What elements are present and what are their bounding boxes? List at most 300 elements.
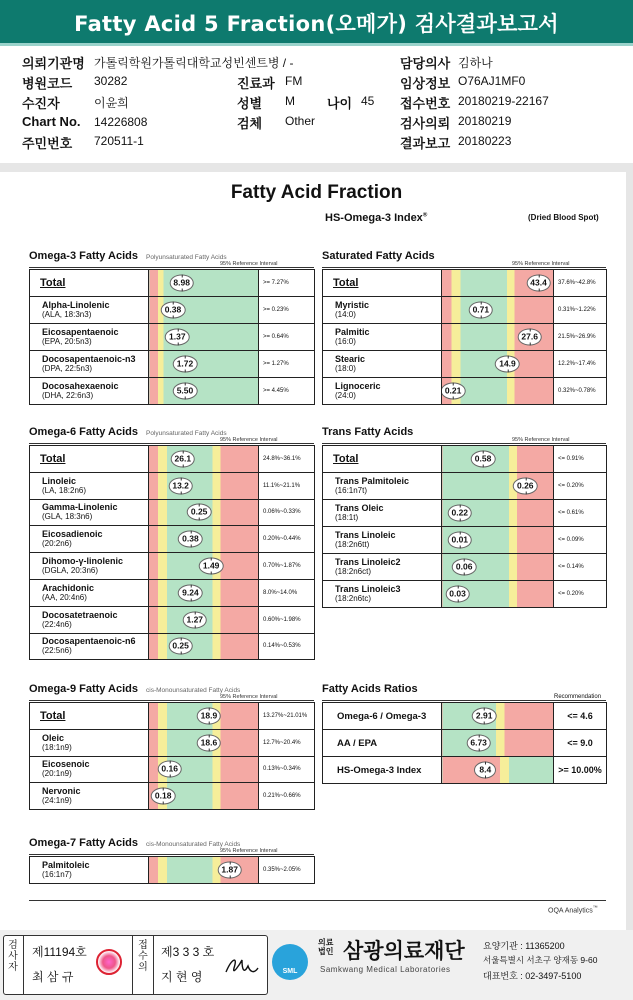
analyte-name: Total	[30, 446, 149, 473]
result-bar	[149, 783, 259, 810]
tick-mark	[458, 586, 459, 589]
reference-range: 0.70%~1.87%	[259, 553, 315, 580]
index-title: HS-Omega-3 Index®	[325, 212, 428, 224]
ref-interval-label: 95% Reference Interval	[512, 437, 570, 443]
tick-mark	[170, 775, 171, 778]
signature-icon	[224, 954, 260, 980]
section-title-ratios: Fatty Acids Ratios	[322, 683, 418, 695]
section-rule	[29, 854, 314, 855]
table-row	[323, 378, 607, 405]
report-title: Fatty Acid 5 Fraction(오메가) 검사결과보고서	[74, 12, 559, 36]
confirm-name: 지 현 영	[161, 970, 203, 984]
table-omega7	[29, 856, 315, 884]
result-value: 13.2	[168, 477, 193, 494]
result-bar	[149, 472, 259, 499]
divider	[153, 936, 154, 994]
tick-mark	[211, 572, 212, 575]
analyte-name: Docosapentaenoic-n3 (DPA, 22:5n3)	[30, 351, 149, 378]
address: 서울특별시 서초구 양재동 9-60	[483, 955, 598, 965]
tick-mark	[199, 504, 200, 507]
result-value: 8.98	[169, 275, 194, 292]
result-bar	[149, 553, 259, 580]
result-bar	[149, 526, 259, 553]
result-bar	[442, 446, 554, 473]
divider	[23, 936, 24, 994]
receipt-value: 20180219-22167	[458, 94, 549, 108]
result-bar	[149, 857, 259, 884]
analyte-name: Trans Oleic (18:1t)	[323, 500, 442, 527]
reference-range: 0.14%~0.53%	[259, 633, 315, 660]
sheet-edge	[626, 172, 633, 930]
analyte-name: Trans Linoleic (18:2n6tt)	[323, 527, 442, 554]
result-value: 1.87	[217, 862, 242, 879]
analyte-name: Dihomo-γ-linolenic (DGLA, 20:3n6)	[30, 553, 149, 580]
patient-info	[0, 49, 633, 163]
tick-mark	[182, 289, 183, 292]
table-row	[323, 527, 607, 554]
tick-mark	[464, 573, 465, 576]
divider	[132, 936, 133, 994]
tick-mark	[181, 477, 182, 480]
tick-mark	[464, 559, 465, 562]
tick-mark	[460, 505, 461, 508]
result-bar	[442, 297, 554, 324]
result-bar	[149, 579, 259, 606]
reference-range: 13.27%~21.01%	[259, 703, 315, 730]
tick-mark	[182, 275, 183, 278]
report-date-label: 결과보고	[400, 136, 451, 151]
total-row	[323, 270, 607, 297]
section-title-omega9: Omega-9 Fatty Acids cis-Monounsaturated Fatty Acids	[29, 683, 241, 695]
doctor-label: 담당의사	[400, 56, 451, 71]
result-value: 0.21	[442, 383, 466, 400]
section-title-omega6: Omega-6 Fatty Acids Polyunsaturated Fatty Acids	[29, 426, 227, 438]
ratio-value: 2.91	[472, 708, 497, 725]
report-header	[0, 0, 633, 46]
result-bar	[442, 473, 554, 500]
analyte-name: Gamma-Linolenic (GLA, 18:3n6)	[30, 499, 149, 526]
tick-mark	[209, 734, 210, 737]
table-row	[323, 351, 607, 378]
result-value: 14.9	[495, 356, 520, 373]
tick-mark	[181, 491, 182, 494]
table-row	[30, 857, 315, 884]
tick-mark	[163, 788, 164, 791]
table-row	[323, 581, 607, 608]
section-title-saturated: Saturated Fatty Acids	[322, 250, 435, 262]
institution-value: 가톨릭학원가톨릭대학교성빈센트병 / -	[94, 56, 294, 70]
table-ratios	[322, 702, 607, 784]
tick-mark	[539, 275, 540, 278]
analyte-name: Nervonic (24:1n9)	[30, 783, 149, 810]
specimen-note: (Dried Blood Spot)	[528, 213, 599, 222]
table-row	[30, 606, 315, 633]
result-bar	[149, 756, 259, 783]
sex-value: M	[285, 94, 295, 108]
tick-mark	[539, 289, 540, 292]
result-bar	[442, 554, 554, 581]
section-title-trans: Trans Fatty Acids	[322, 426, 414, 438]
total-row	[30, 270, 315, 297]
vendor-label: OQA Analytics™	[548, 905, 598, 915]
company-english: Samkwang Medical Laboratories	[320, 965, 451, 974]
result-bar	[442, 324, 554, 351]
analyte-name: Total	[323, 270, 442, 297]
tick-mark	[485, 762, 486, 765]
table-row	[30, 756, 315, 783]
result-bar	[442, 581, 554, 608]
analyte-name: Docosapentaenoic-n6 (22:5n6)	[30, 633, 149, 660]
table-trans	[322, 445, 607, 608]
inspector-vertical-label: 검 사 자	[8, 940, 18, 973]
recommendation-label: Recommendation	[554, 694, 602, 700]
analyte-name: Lignoceric (24:0)	[323, 378, 442, 405]
ratio-bar	[442, 757, 554, 784]
result-value: 0.16	[157, 761, 182, 778]
chart-value: 14226808	[94, 115, 148, 129]
agency-code: 요양기관 : 11365200	[483, 941, 565, 951]
result-bar	[442, 351, 554, 378]
result-value: 1.49	[199, 558, 224, 575]
specimen-value: Other	[285, 114, 316, 128]
confirm-vertical-label: 접 수 의	[138, 940, 148, 973]
table-row	[30, 526, 315, 553]
fatty-acid-title: Fatty Acid Fraction	[230, 182, 403, 203]
sml-logo-icon: SML	[272, 944, 308, 980]
result-value: 1.72	[173, 356, 198, 373]
table-row	[30, 553, 315, 580]
result-value: 0.01	[447, 532, 472, 549]
tick-mark	[185, 370, 186, 373]
tick-mark	[530, 329, 531, 332]
clinical-value: O76AJ1MF0	[458, 74, 526, 88]
analyte-name: Trans Linoleic2 (18:2n6ct)	[323, 554, 442, 581]
table-row	[30, 499, 315, 526]
table-row	[30, 783, 315, 810]
analyte-name: Total	[30, 703, 149, 730]
reference-range: 0.31%~1.22%	[554, 297, 607, 324]
tick-mark	[209, 707, 210, 710]
patient-label: 수진자	[22, 96, 60, 111]
tick-mark	[484, 722, 485, 725]
reference-range: 12.2%~17.4%	[554, 351, 607, 378]
ratio-row	[323, 757, 607, 784]
reference-range: 21.5%~26.9%	[554, 324, 607, 351]
reference-range: 0.32%~0.78%	[554, 378, 607, 405]
analyte-name: Total	[323, 446, 442, 473]
institution-label: 의뢰기관명	[22, 56, 85, 71]
tick-mark	[173, 302, 174, 305]
result-bar	[442, 500, 554, 527]
total-row	[30, 703, 315, 730]
reference-range: 8.0%~14.0%	[259, 579, 315, 606]
result-sheet	[0, 172, 633, 930]
reference-range: 11.1%~21.1%	[259, 472, 315, 499]
reference-range: 12.7%~20.4%	[259, 729, 315, 756]
receipt-label: 접수번호	[400, 96, 451, 111]
analyte-name: Docosahexaenoic (DHA, 22:6n3)	[30, 378, 149, 405]
result-bar	[149, 703, 259, 730]
tick-mark	[185, 356, 186, 359]
table-row	[30, 324, 315, 351]
table-row	[323, 324, 607, 351]
table-saturated	[322, 269, 607, 405]
reference-range: 0.60%~1.98%	[259, 606, 315, 633]
tick-mark	[479, 749, 480, 752]
hospital-code-label: 병원코드	[22, 76, 73, 91]
ratio-name: Omega-6 / Omega-3	[323, 703, 442, 730]
table-row	[323, 473, 607, 500]
table-row	[30, 378, 315, 405]
specimen-label: 검체	[237, 116, 263, 131]
result-value: 9.24	[178, 584, 203, 601]
result-value: 26.1	[171, 450, 196, 467]
reference-range: <= 0.61%	[554, 500, 607, 527]
tick-mark	[195, 611, 196, 614]
tick-mark	[525, 478, 526, 481]
ratio-value: 8.4	[474, 762, 496, 779]
tick-mark	[183, 464, 184, 467]
section-rule	[29, 700, 314, 701]
reference-range: <= 0.20%	[554, 473, 607, 500]
table-row	[30, 472, 315, 499]
table-row	[323, 500, 607, 527]
analyte-name: Total	[30, 270, 149, 297]
signature-box	[3, 935, 268, 995]
age-value: 45	[361, 94, 375, 108]
ratio-value: 6.73	[466, 735, 491, 752]
reference-range: <= 0.09%	[554, 527, 607, 554]
ratio-bar	[442, 703, 554, 730]
tick-mark	[481, 302, 482, 305]
tick-mark	[183, 450, 184, 453]
analyte-name: Eicosadienoic (20:2n6)	[30, 526, 149, 553]
request-label: 검사의뢰	[400, 116, 451, 131]
tick-mark	[460, 546, 461, 549]
tick-mark	[181, 652, 182, 655]
tick-mark	[507, 356, 508, 359]
table-row	[30, 351, 315, 378]
tick-mark	[458, 600, 459, 603]
reference-range: 37.6%~42.8%	[554, 270, 607, 297]
analyte-name: Docosatetraenoic (22:4n6)	[30, 606, 149, 633]
result-value: 18.9	[197, 707, 222, 724]
tick-mark	[525, 492, 526, 495]
tick-mark	[460, 519, 461, 522]
table-row	[30, 579, 315, 606]
resident-value: 720511-1	[94, 134, 144, 148]
chart-label: Chart No.	[22, 114, 81, 129]
ref-interval-label: 95% Reference Interval	[512, 261, 570, 267]
request-value: 20180219	[458, 114, 512, 128]
result-value: 0.25	[168, 638, 193, 655]
table-row	[30, 729, 315, 756]
section-rule	[322, 267, 606, 268]
result-value: 18.6	[197, 734, 222, 751]
tick-mark	[530, 343, 531, 346]
result-bar	[149, 446, 259, 473]
ref-interval-label: 95% Reference Interval	[220, 848, 278, 854]
table-row	[323, 297, 607, 324]
section-rule	[29, 443, 314, 444]
reference-range: <= 0.91%	[554, 446, 607, 473]
result-bar	[149, 351, 259, 378]
result-value: 0.71	[469, 302, 494, 319]
section-title-omega3: Omega-3 Fatty Acids Polyunsaturated Fatty Acids	[29, 250, 227, 262]
result-value: 0.26	[513, 478, 538, 495]
tick-mark	[170, 761, 171, 764]
ratio-recommendation: >= 10.00%	[554, 757, 607, 784]
reference-range: >= 1.27%	[259, 351, 315, 378]
analyte-name: Linoleic (LA, 18:2n6)	[30, 472, 149, 499]
tick-mark	[195, 625, 196, 628]
result-value: 0.03	[445, 586, 470, 603]
section-title-omega7: Omega-7 Fatty Acids cis-Monounsaturated Fatty Acids	[29, 837, 241, 849]
tick-mark	[185, 383, 186, 386]
tick-mark	[190, 584, 191, 587]
tick-mark	[163, 802, 164, 805]
ratio-name: HS-Omega-3 Index	[323, 757, 442, 784]
analyte-name: Trans Palmitoleic (16:1n7t)	[323, 473, 442, 500]
analyte-name: Trans Linoleic3 (18:2n6tc)	[323, 581, 442, 608]
resident-label: 주민번호	[22, 136, 73, 151]
reference-range: 24.8%~36.1%	[259, 446, 315, 473]
ratio-row	[323, 703, 607, 730]
ratio-recommendation: <= 9.0	[554, 730, 607, 757]
reference-range: 0.35%~2.05%	[259, 857, 315, 884]
corp-label: 의료 법인	[318, 938, 334, 956]
tick-mark	[211, 558, 212, 561]
analyte-name: Oleic (18:1n9)	[30, 729, 149, 756]
result-value: 1.27	[182, 611, 207, 628]
tick-mark	[484, 708, 485, 711]
tick-mark	[173, 316, 174, 319]
inspector-seal-icon	[96, 949, 122, 975]
reference-range: 0.20%~0.44%	[259, 526, 315, 553]
analyte-name: Myristic (14:0)	[323, 297, 442, 324]
tick-mark	[479, 735, 480, 738]
tick-mark	[460, 532, 461, 535]
analyte-name: Alpha-Linolenic (ALA, 18:3n3)	[30, 297, 149, 324]
result-bar	[149, 499, 259, 526]
section-rule	[322, 700, 606, 701]
analyte-name: Eicosapentaenoic (EPA, 20:5n3)	[30, 324, 149, 351]
tick-mark	[481, 316, 482, 319]
table-omega6	[29, 445, 315, 660]
reference-range: >= 0.64%	[259, 324, 315, 351]
result-value: 0.58	[471, 451, 496, 468]
result-value: 0.18	[151, 788, 176, 805]
table-omega9	[29, 702, 315, 810]
patient-value: 이윤희	[94, 96, 129, 110]
result-value: 1.37	[165, 329, 190, 346]
reference-range: >= 4.45%	[259, 378, 315, 405]
table-row	[30, 633, 315, 660]
result-value: 43.4	[526, 275, 551, 292]
table-row	[30, 297, 315, 324]
tick-mark	[453, 383, 454, 386]
result-bar	[442, 527, 554, 554]
tick-mark	[483, 451, 484, 454]
analyte-name: Eicosenoic (20:1n9)	[30, 756, 149, 783]
tick-mark	[199, 518, 200, 521]
section-rule	[322, 443, 606, 444]
tick-mark	[190, 598, 191, 601]
result-bar	[149, 729, 259, 756]
table-omega3	[29, 269, 315, 405]
tick-mark	[230, 876, 231, 879]
result-bar	[149, 324, 259, 351]
total-row	[323, 446, 607, 473]
result-value: 5.50	[173, 383, 198, 400]
result-bar	[149, 633, 259, 660]
result-value: 0.38	[178, 531, 203, 548]
bottom-rule	[29, 900, 606, 901]
dept-label: 진료과	[237, 76, 275, 91]
tick-mark	[209, 721, 210, 724]
separator-band	[0, 163, 633, 172]
reference-range: <= 0.20%	[554, 581, 607, 608]
reference-range: 0.13%~0.34%	[259, 756, 315, 783]
tick-mark	[177, 329, 178, 332]
ratio-bar	[442, 730, 554, 757]
hospital-code-value: 30282	[94, 74, 128, 88]
result-value: 0.38	[161, 302, 186, 319]
result-bar	[442, 270, 554, 297]
dept-value: FM	[285, 74, 303, 88]
ref-interval-label: 95% Reference Interval	[220, 694, 278, 700]
reference-range: <= 0.14%	[554, 554, 607, 581]
tick-mark	[483, 465, 484, 468]
reference-range: >= 7.27%	[259, 270, 315, 297]
report-date-value: 20180223	[458, 134, 512, 148]
analyte-name: Stearic (18:0)	[323, 351, 442, 378]
reference-range: >= 0.23%	[259, 297, 315, 324]
ratio-row	[323, 730, 607, 757]
confirm-number: 제3 3 3 호	[161, 945, 215, 959]
result-bar	[442, 378, 554, 405]
tick-mark	[185, 397, 186, 400]
result-bar	[149, 270, 259, 297]
tick-mark	[453, 397, 454, 400]
total-row	[30, 446, 315, 473]
reference-range: 0.06%~0.33%	[259, 499, 315, 526]
reference-range: 0.21%~0.66%	[259, 783, 315, 810]
inspector-name: 최 삼 규	[32, 970, 74, 984]
tick-mark	[181, 638, 182, 641]
analyte-name: Palmitoleic (16:1n7)	[30, 857, 149, 884]
clinical-label: 임상정보	[400, 76, 451, 91]
tick-mark	[209, 748, 210, 751]
inspector-number: 제11194호	[32, 945, 87, 959]
section-rule	[29, 267, 314, 268]
result-value: 0.06	[452, 559, 477, 576]
table-row	[323, 554, 607, 581]
result-bar	[149, 606, 259, 633]
result-bar	[149, 297, 259, 324]
tick-mark	[177, 343, 178, 346]
tick-mark	[485, 776, 486, 779]
age-label: 나이	[327, 96, 353, 111]
result-bar	[149, 378, 259, 405]
result-value: 0.22	[447, 505, 472, 522]
footer	[0, 930, 633, 1000]
ratio-name: AA / EPA	[323, 730, 442, 757]
result-value: 27.6	[517, 329, 542, 346]
company-name: 삼광의료재단	[343, 940, 465, 963]
doctor-value: 김하나	[458, 56, 493, 70]
sex-label: 성별	[237, 96, 263, 111]
